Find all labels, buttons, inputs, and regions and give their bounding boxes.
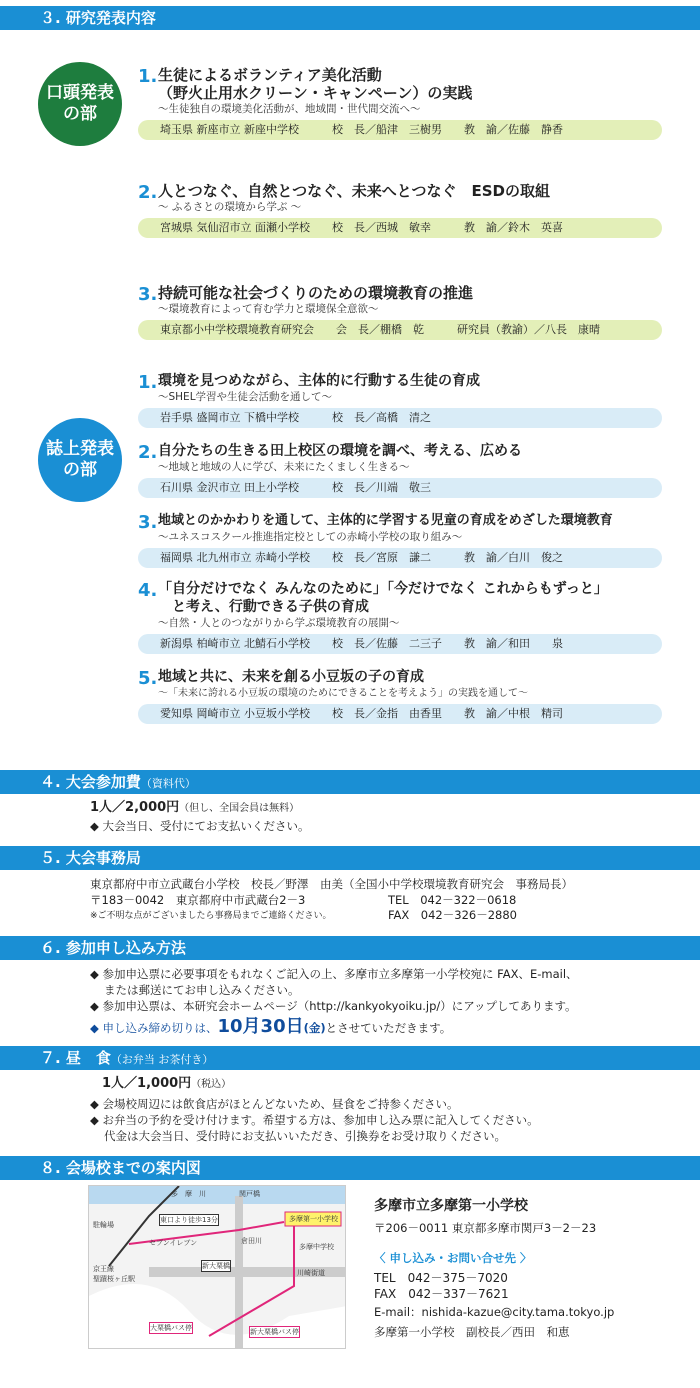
section4-fee-line bbox=[90, 800, 299, 817]
section6-bullet1-cont: または郵送にてお申し込みください。 bbox=[104, 983, 300, 997]
office-line: 東京都府中市立武蔵台小学校 校長／野澤 由美（全国小中学校環境教育研究会 事務局長） bbox=[90, 877, 573, 891]
office-fax: FAX 042－326－2880 bbox=[388, 908, 517, 922]
entry-subtitle: ～SHEL学習や生徒会活動を通して～ bbox=[158, 391, 333, 403]
lunch-fee-note: （税込） bbox=[191, 1079, 232, 1090]
entry-title: 「自分だけでなく みんなのために」「今だけでなく これからもずっと」 bbox=[158, 581, 608, 597]
contact-tel: TEL 042－375－7020 bbox=[374, 1271, 508, 1285]
section3-title: ３. 研究発表内容 bbox=[40, 9, 156, 27]
section8-header bbox=[0, 1156, 700, 1180]
entry-number: 2. bbox=[138, 182, 158, 203]
section6-title: ６. 参加申し込み方法 bbox=[40, 939, 186, 957]
section6-bullet1: ◆ 参加申込票に必要事項をもれなくご記入の上、多摩市立多摩第一小学校宛に FAX、E-mail、 bbox=[90, 966, 578, 982]
entry-title: 環境を見つめながら、主体的に行動する生徒の育成 bbox=[158, 373, 480, 389]
lunch-fee: 1人／1,000円 bbox=[102, 1076, 192, 1091]
paper-entry-4 bbox=[138, 580, 662, 654]
oral-label-line1: 口頭発表 bbox=[46, 82, 114, 103]
entry-number: 2. bbox=[138, 442, 158, 463]
entry-subtitle: ～環境教育によって育む学力と環境保全意欲～ bbox=[158, 303, 379, 315]
section7-bullet2-cont: 代金は大会当日、受付時にお支払いいただき、引換券をお受け取りください。 bbox=[104, 1129, 507, 1143]
map-label-walk: 東口より徒歩13分 bbox=[160, 1216, 218, 1224]
school-address: 〒206－0011 東京都多摩市関戸3－2－23 bbox=[374, 1221, 597, 1235]
map-label-shin-ohguri: 新大栗橋 bbox=[202, 1262, 230, 1270]
map-label-school: 多摩第一小学校 bbox=[289, 1215, 338, 1223]
contact-fax: FAX 042－337－7621 bbox=[374, 1287, 509, 1301]
map-river bbox=[89, 1186, 346, 1204]
section6-header bbox=[0, 936, 700, 960]
entry-title: 地域と共に、未来を創る小豆坂の子の育成 bbox=[158, 669, 424, 685]
entry-number: 1. bbox=[138, 372, 158, 393]
entry-subtitle: ～生徒独自の環境美化活動が、地域間・世代間交流へ～ bbox=[158, 103, 421, 115]
oral-entry-2 bbox=[138, 182, 662, 238]
entry-title: 地域とのかかわりを通して、主体的に学習する児童の育成をめざした環境教育 bbox=[158, 513, 613, 528]
entry-school-band: 石川県 金沢市立 田上小学校 校 長／川端 敬三 bbox=[138, 478, 662, 498]
entry-subtitle: ～地域と地域の人に学び、未来にたくましく生きる～ bbox=[158, 461, 410, 473]
school-name: 多摩市立多摩第一小学校 bbox=[374, 1198, 528, 1214]
lunch-fee-line bbox=[102, 1076, 231, 1093]
section7-title-note: （お弁当 お茶付き） bbox=[110, 1053, 214, 1066]
entry-school-band: 東京都小中学校環境教育研究会 会 長／棚橋 乾 研究員（教諭）／八長 康晴 bbox=[138, 320, 662, 340]
deadline-pre: ◆ 申し込み締め切りは、 bbox=[90, 1021, 218, 1035]
entry-school-band: 新潟県 柏崎市立 北鯖石小学校 校 長／佐藤 二三子 教 諭／和田 泉 bbox=[138, 634, 662, 654]
entry-subtitle: ～ユネスコスクール推進指定校としての赤崎小学校の取り組み～ bbox=[158, 531, 463, 543]
map-label-bus2: 新大栗橋バス停 bbox=[250, 1328, 299, 1336]
paper-entry-2 bbox=[138, 442, 662, 498]
paper-entry-5 bbox=[138, 668, 662, 724]
section7-title: ７. 昼 食 bbox=[40, 1049, 111, 1067]
entry-school-band: 宮城県 気仙沼市立 面瀬小学校 校 長／西城 敏幸 教 諭／鈴木 英喜 bbox=[138, 218, 662, 238]
entry-number: 5. bbox=[138, 668, 158, 689]
map-label-station1: 京王線 bbox=[93, 1265, 114, 1273]
office-tel: TEL 042－322－0618 bbox=[388, 893, 517, 907]
deadline-day: (金) bbox=[303, 1021, 326, 1035]
section4-header bbox=[0, 770, 700, 794]
fee-note: （但し、全国会員は無料） bbox=[179, 803, 300, 814]
oral-entry-1 bbox=[138, 66, 662, 140]
entry-title: 人とつなぐ、自然とつなぐ、未来へとつなぐ ESDの取組 bbox=[158, 182, 551, 200]
section7-bullet1: ◆ 会場校周辺には飲食店がほとんどないため、昼食をご持参ください。 bbox=[90, 1096, 459, 1112]
entry-number: 3. bbox=[138, 284, 158, 305]
fee-amount: 1人／2,000円 bbox=[90, 800, 180, 815]
map-label-kuradani: 倉田川 bbox=[241, 1237, 262, 1245]
entry-subtitle: ～「未来に誇れる小豆坂の環境のためにできることを考えよう」の実践を通して～ bbox=[158, 688, 528, 699]
entry-title: 持続可能な社会づくりのための環境教育の推進 bbox=[158, 284, 474, 302]
section5-title: ５. 大会事務局 bbox=[40, 849, 141, 867]
map-label-tama-junior: 多摩中学校 bbox=[299, 1243, 334, 1251]
map-label-bridge: 関戸橋 bbox=[239, 1190, 260, 1198]
map-label-seven: セブンイレブン bbox=[149, 1239, 198, 1247]
contact-person: 多摩第一小学校 副校長／西田 和恵 bbox=[374, 1325, 570, 1339]
entry-title: 生徒によるボランティア美化活動 bbox=[158, 66, 382, 84]
paper-presentation-label bbox=[38, 418, 122, 502]
entry-number: 3. bbox=[138, 512, 158, 533]
entry-number: 1. bbox=[138, 66, 158, 87]
contact-heading: 〈 申し込み・お問い合せ先 〉 bbox=[374, 1251, 532, 1265]
office-postal: 〒183－0042 東京都府中市武蔵台2－3 bbox=[90, 893, 306, 907]
entry-subtitle: ～ ふるさとの環境から学ぶ ～ bbox=[158, 201, 302, 213]
entry-title-cont: と考え、行動できる子供の育成 bbox=[158, 599, 369, 615]
entry-number: 4. bbox=[138, 580, 158, 601]
map-label-kaido: 川崎街道 bbox=[297, 1269, 325, 1277]
entry-school-band: 福岡県 北九州市立 赤崎小学校 校 長／宮原 謙二 教 諭／白川 俊之 bbox=[138, 548, 662, 568]
paper-entry-1 bbox=[138, 372, 662, 428]
section7-bullet2: ◆ お弁当の予約を受け付けます。希望する方は、参加申し込み票に記入してください。 bbox=[90, 1112, 539, 1128]
entry-subtitle: ～自然・人とのつながりから学ぶ環境教育の展開～ bbox=[158, 617, 400, 629]
section4-title: ４. 大会参加費 bbox=[40, 773, 141, 791]
entry-school-band: 愛知県 岡崎市立 小豆坂小学校 校 長／金指 由香里 教 諭／中根 精司 bbox=[138, 704, 662, 724]
entry-title: 自分たちの生きる田上校区の環境を調べ、考える、広める bbox=[158, 443, 522, 459]
section3-header bbox=[0, 6, 700, 30]
deadline-post: とさせていただきます。 bbox=[325, 1021, 452, 1035]
section8-title: ８. 会場校までの案内図 bbox=[40, 1159, 201, 1177]
deadline-date: 10月30日 bbox=[217, 1016, 304, 1037]
oral-presentation-label bbox=[38, 62, 122, 146]
section4-title-note: （資料代） bbox=[140, 777, 196, 790]
office-note: ※ご不明な点がございましたら事務局までご連絡ください。 bbox=[90, 911, 332, 921]
access-map bbox=[88, 1185, 346, 1349]
map-label-parking: 駐輪場 bbox=[93, 1221, 114, 1229]
entry-title-cont: （野火止用水クリーン・キャンペーン）の実践 bbox=[158, 84, 473, 102]
contact-email[interactable]: E-mail：nishida-kazue@city.tama.tokyo.jp bbox=[374, 1305, 615, 1319]
section6-bullet2: ◆ 参加申込票は、本研究会ホームページ（http://kankyokyoiku.jp/）にアップしてあります。 bbox=[90, 998, 577, 1014]
map-label-bus1: 大栗橋バス停 bbox=[150, 1324, 192, 1332]
section6-deadline bbox=[90, 1016, 451, 1039]
section5-header bbox=[0, 846, 700, 870]
section7-header bbox=[0, 1046, 700, 1070]
map-river-bend bbox=[89, 1284, 346, 1349]
oral-label-line2: の部 bbox=[63, 104, 97, 124]
paper-label-line2: の部 bbox=[63, 460, 97, 480]
entry-school-band: 岩手県 盛岡市立 下橋中学校 校 長／高橋 清之 bbox=[138, 408, 662, 428]
oral-entry-3 bbox=[138, 284, 662, 340]
map-label-station2: 聖蹟桜ヶ丘駅 bbox=[93, 1275, 135, 1283]
paper-label-line1: 誌上発表 bbox=[46, 438, 114, 459]
section4-bullet: ◆ 大会当日、受付にてお支払いください。 bbox=[90, 818, 310, 834]
paper-entry-3 bbox=[138, 512, 662, 568]
entry-school-band: 埼玉県 新座市立 新座中学校 校 長／船津 三樹男 教 諭／佐藤 静香 bbox=[138, 120, 662, 140]
map-label-river: 多 摩 川 bbox=[171, 1190, 206, 1198]
